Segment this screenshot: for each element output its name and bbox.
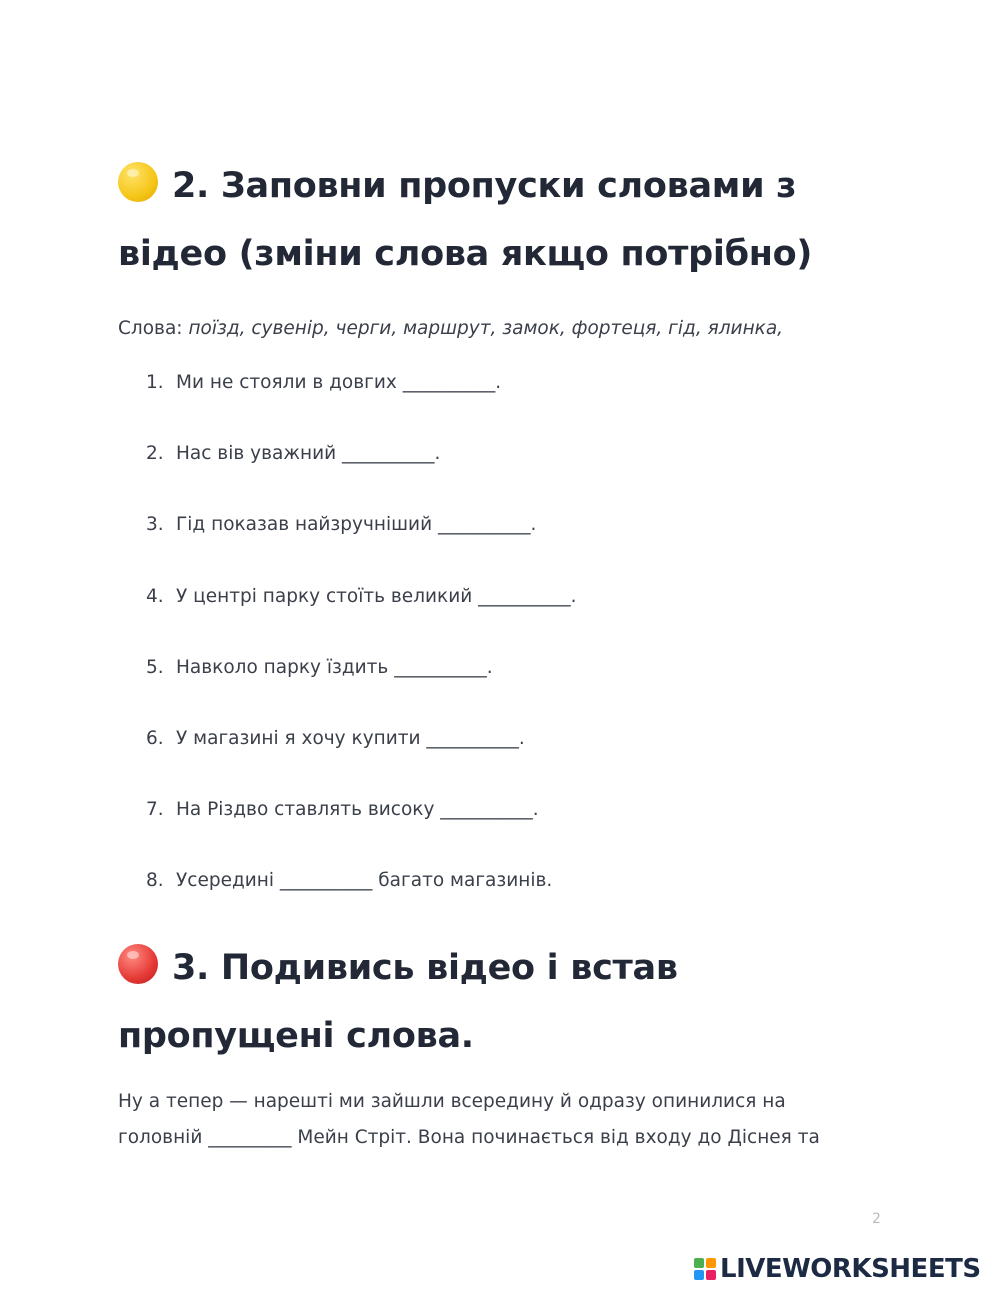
section2-title-line1: 2. Заповни пропуски словами з xyxy=(172,166,797,206)
list-item-text: У центрі парку стоїть великий __________. xyxy=(176,586,577,607)
list-item: 8. Усередині __________ багато магазинів. xyxy=(146,870,553,891)
list-item: 7. На Різдво ставлять високу __________. xyxy=(146,799,539,820)
liveworksheets-logo[interactable] xyxy=(694,1253,981,1285)
list-item-text: У магазині я хочу купити __________. xyxy=(176,728,525,749)
list-item: 1. Ми не стояли в довгих __________. xyxy=(146,372,502,393)
list-item: 4. У центрі парку стоїть великий __________. xyxy=(146,586,577,607)
list-item-text: Навколо парку їздить __________. xyxy=(176,657,493,678)
list-item-text: На Різдво ставлять високу __________. xyxy=(176,799,539,820)
logo-blocks-icon xyxy=(694,1258,716,1280)
list-item-text: Усередині __________ багато магазинів. xyxy=(176,870,553,891)
list-item: 3. Гід показав найзручніший __________. xyxy=(146,514,537,535)
list-item-text: Гід показав найзручніший __________. xyxy=(176,514,537,535)
section3-title-line2: пропущені слова. xyxy=(118,1016,474,1056)
paragraph-line: головній _________ Мейн Стріт. Вона починається від входу до Діснея та xyxy=(118,1127,820,1148)
logo-text: LIVEWORKSHEETS xyxy=(720,1254,981,1284)
word-bank-list: поїзд, сувенір, черги, маршрут, замок, фортеця, гід, ялинка, xyxy=(188,318,784,339)
page-number: 2 xyxy=(872,1211,881,1227)
word-bank xyxy=(118,318,783,339)
section3-title-line1: 3. Подивись відео і встав xyxy=(172,948,678,988)
yellow-circle-icon xyxy=(118,162,158,202)
section2-title-line2: відео (зміни слова якщо потрібно) xyxy=(118,234,813,274)
section3-paragraph xyxy=(118,1084,878,1156)
section2-heading xyxy=(118,152,898,288)
word-bank-label: Слова: xyxy=(118,318,183,339)
list-item: 2. Нас вів уважний __________. xyxy=(146,443,441,464)
section3-heading xyxy=(118,934,898,1070)
red-circle-icon xyxy=(118,944,158,984)
list-item: 5. Навколо парку їздить __________. xyxy=(146,657,493,678)
list-item-text: Ми не стояли в довгих __________. xyxy=(176,372,502,393)
list-item: 6. У магазині я хочу купити __________. xyxy=(146,728,525,749)
list-item-text: Нас вів уважний __________. xyxy=(176,443,441,464)
paragraph-line: Ну а тепер — нарешті ми зайшли всередину й одразу опинилися на xyxy=(118,1091,786,1112)
